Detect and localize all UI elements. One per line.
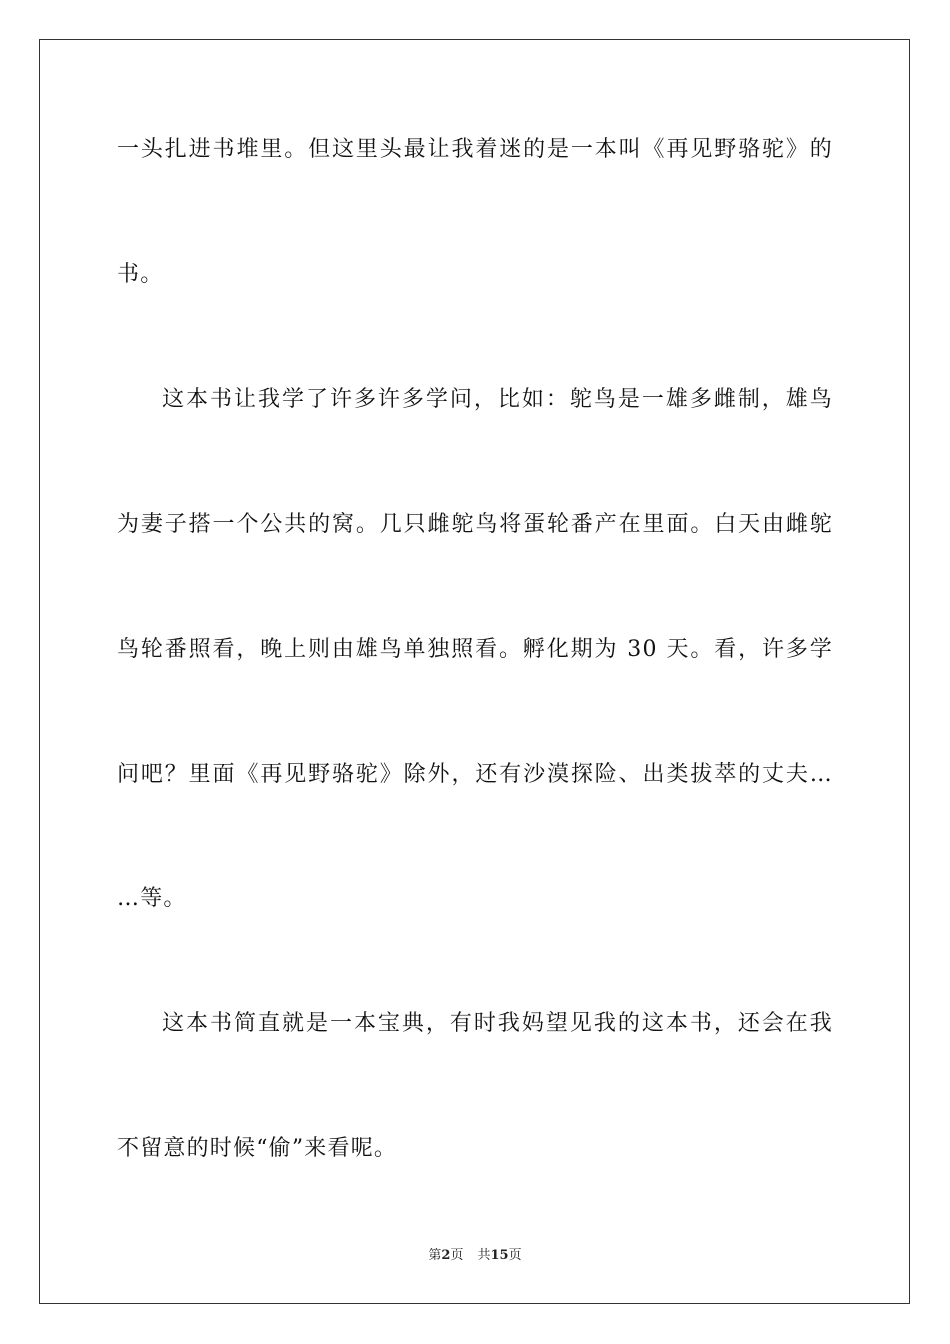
total-prefix: 共 (477, 1248, 491, 1263)
paragraph-2-line-4: 问吧？里面《再见野骆驼》除外，还有沙漠探险、出类拔萃的丈夫… (117, 762, 833, 787)
page-number: 2 (441, 1248, 451, 1263)
paragraph-2-line-3: 鸟轮番照看，晚上则由雄鸟单独照看。孵化期为 30 天。看，许多学 (117, 637, 833, 662)
paragraph-2-line-1: 这本书让我学了许多许多学问，比如：鸵鸟是一雄多雌制，雄鸟 (162, 387, 833, 412)
total-pages: 15 (490, 1248, 509, 1263)
total-suffix: 页 (508, 1248, 522, 1263)
page-prefix: 第 (428, 1248, 442, 1263)
page-footer (0, 1247, 950, 1265)
text-line-1: 一头扎进书堆里。但这里头最让我着迷的是一本叫《再见野骆驼》的 (117, 137, 833, 162)
page-suffix: 页 (450, 1248, 464, 1263)
paragraph-3-line-1: 这本书简直就是一本宝典，有时我妈望见我的这本书，还会在我 (162, 1011, 833, 1036)
paragraph-2-line-5: …等。 (117, 886, 187, 911)
page-border (39, 39, 910, 1304)
paragraph-2-line-2: 为妻子搭一个公共的窝。几只雌鸵鸟将蛋轮番产在里面。白天由雌鸵 (117, 512, 833, 537)
paragraph-3-line-2: 不留意的时候“偷”来看呢。 (117, 1136, 398, 1161)
text-line-2: 书。 (117, 262, 164, 287)
